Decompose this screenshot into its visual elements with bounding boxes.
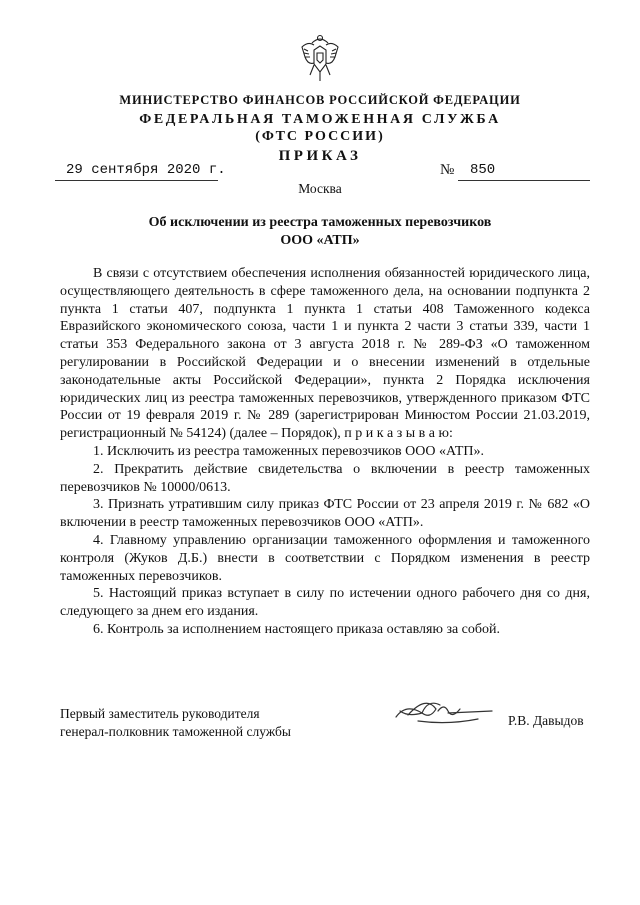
order-item-4: 4. Главному управлению организации таможенного оформления и таможенного контроля (Жуков Д.Б.) внести в соответствии с Порядком изменения в реестр таможенных перевозчиков. — [60, 532, 590, 584]
order-number: 850 — [470, 162, 496, 178]
order-item-2: 2. Прекратить действие свидетельства о включении в реестр таможенных перевозчиков № 10000/0613. — [60, 461, 590, 495]
service-name: ФЕДЕРАЛЬНАЯ ТАМОЖЕННАЯ СЛУЖБА — [139, 112, 501, 127]
order-item-1: 1. Исключить из реестра таможенных перевозчиков ООО «АТП». — [93, 443, 484, 459]
title-line-1: Об исключении из реестра таможенных перевозчиков — [148, 215, 492, 230]
service-abbreviation: (ФТС РОССИИ) — [255, 129, 385, 144]
signatory-name: Р.В. Давыдов — [508, 713, 584, 728]
signatory-position — [60, 705, 291, 741]
order-item-3: 3. Признать утратившим силу приказ ФТС России от 23 апреля 2019 г. № 682 «О включении в реестр таможенных перевозчиков ООО «АТП». — [60, 497, 590, 531]
title-line-2: ООО «АТП» — [280, 233, 360, 248]
ministry-name: МИНИСТЕРСТВО ФИНАНСОВ РОССИЙСКОЙ ФЕДЕРАЦИИ — [119, 93, 521, 107]
order-city: Москва — [298, 181, 342, 196]
position-line-1: Первый заместитель руководителя — [60, 706, 260, 721]
position-line-2: генерал-полковник таможенной службы — [60, 724, 291, 739]
order-item-6: 6. Контроль за исполнением настоящего приказа оставляю за собой. — [93, 621, 501, 637]
preamble-paragraph: В связи с отсутствием обеспечения исполнения обязанностей юридического лица, осуществляющего деятельность в сфере таможенного дела, на основании подпункта 2 пункта 1 статьи 407, подпункта 1 пункта 1 статьи 408 Таможенного кодекса Евразийского экономического союза, части 1 и пункта 2 части 3 статьи 339, части 1 статьи 353 Федерального закона от 3 августа 2018 г. № 289-ФЗ «О таможенном регулировании в Российской Федерации и о внесении изменений в отдельные законодательные акты Российской Федерации», пункта 2 Порядка исключения юридических лиц из реестра таможенных перевозчиков, утвержденного приказом ФТС России от 19 февраля 2019 г. № 289 (зарегистрирован Минюстом России 21.03.2019, регистрационный № 54124) (далее – Порядок), п р и к а з ы в а ю: — [60, 266, 590, 442]
document-type: ПРИКАЗ — [278, 148, 362, 164]
order-number-label: № — [440, 162, 455, 178]
document-title — [0, 214, 640, 250]
order-body — [60, 265, 590, 639]
order-item-5: 5. Настоящий приказ вступает в силу по истечении одного рабочего дня со дня, следующего за днем его издания. — [60, 586, 590, 620]
handwritten-signature — [388, 695, 498, 731]
order-date: 29 сентября 2020 г. — [66, 162, 226, 178]
coat-of-arms-icon — [300, 33, 340, 83]
